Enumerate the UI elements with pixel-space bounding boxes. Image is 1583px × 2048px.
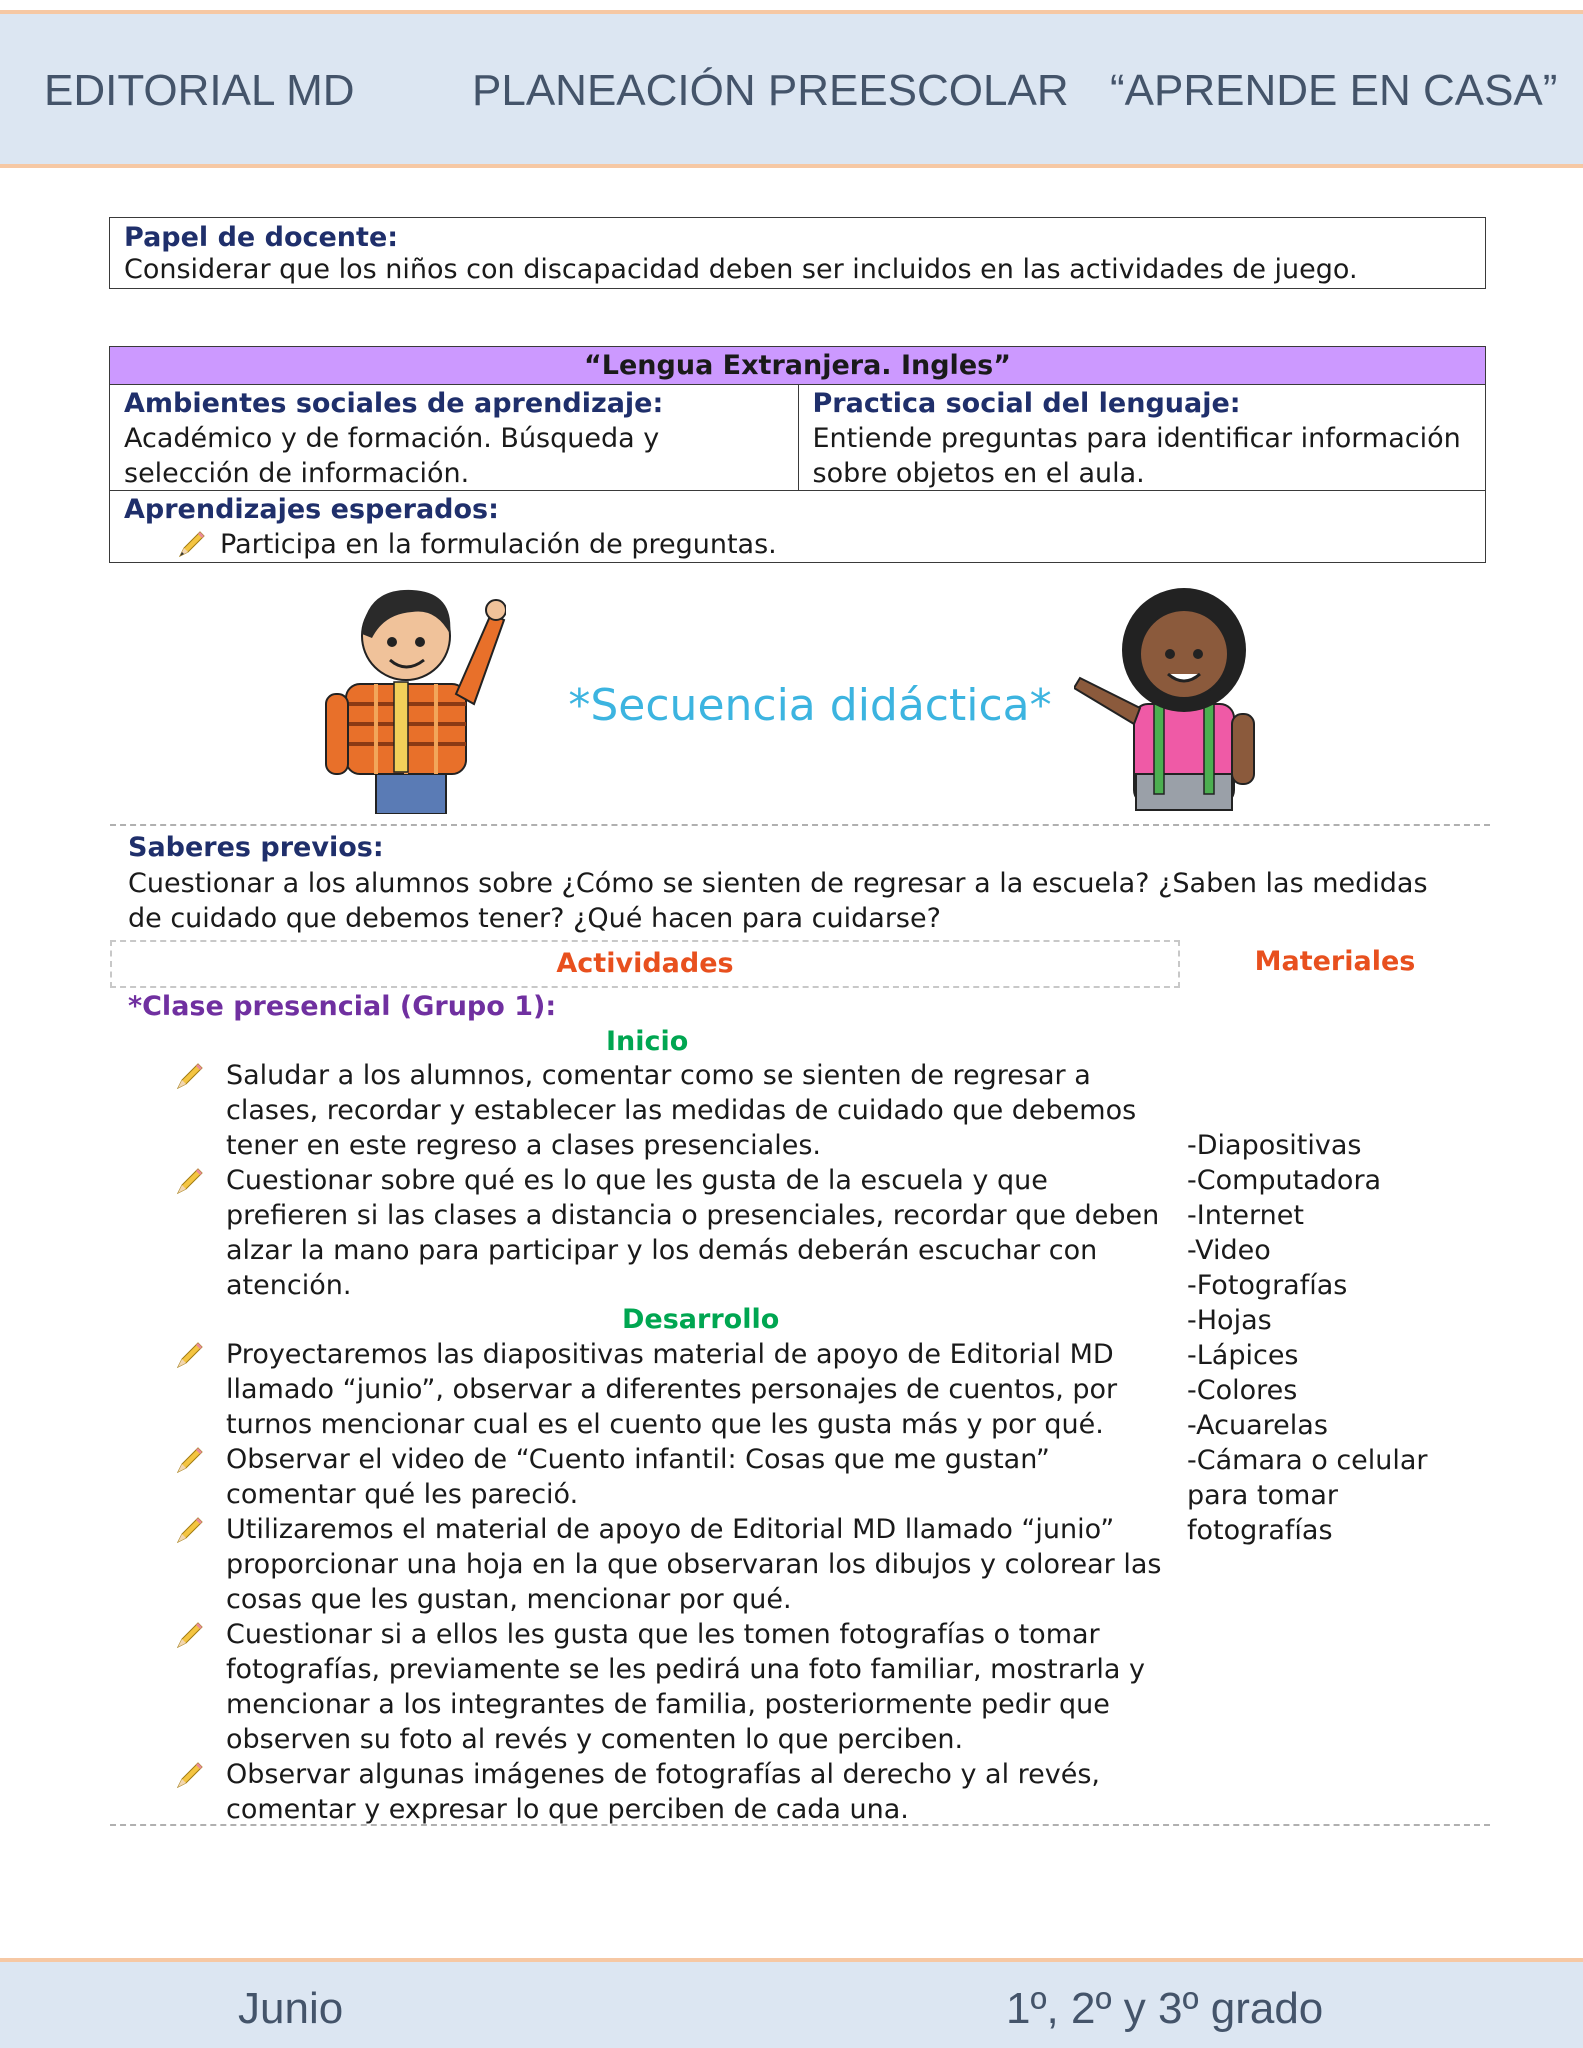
footer-grade: 1º, 2º y 3º grado [1006,1984,1324,2033]
aprendizajes-text: Participa en la formulación de preguntas. [220,529,777,560]
material-item: -Acuarelas [1187,1410,1328,1441]
aprendizajes-label: Aprendizajes esperados: [124,494,499,525]
header-publisher: EDITORIAL MD [44,66,355,115]
lengua-title: “Lengua Extranjera. Ingles” [110,347,1485,385]
papel-docente-text: Considerar que los niños con discapacidad deben ser incluidos en las actividades de juego. [124,254,1358,285]
inicio-list [172,1058,1162,1303]
list-item-text: Observar el video de “Cuento infantil: Cosas que me gustan” comentar qué les pareció. [226,1444,1050,1510]
list-item [172,1512,1162,1617]
list-item [172,1757,1162,1827]
practica-text: Entiende preguntas para identificar información sobre objetos en el aula. [812,423,1461,489]
secuencia-title: *Secuencia didáctica* [568,680,1052,731]
desarrollo-title: Desarrollo [622,1304,780,1335]
material-item: para tomar [1187,1480,1338,1511]
saberes-text: Cuestionar a los alumnos sobre ¿Cómo se sienten de regresar a la escuela? ¿Saben las medidas de cuidado que debemos tener? ¿Qué hacen para cuidarse? [128,868,1428,934]
actividades-heading: Actividades [110,940,1180,988]
pencil-icon [174,528,208,562]
header-title: PLANEACIÓN PREESCOLAR [472,66,1069,115]
pencil-icon [172,1165,206,1199]
list-item [172,1337,1162,1442]
ambientes-label: Ambientes sociales de aprendizaje: [124,388,664,419]
inicio-title: Inicio [606,1026,689,1057]
ambientes-cell [110,385,798,490]
header-slogan: “APRENDE EN CASA” [1110,66,1558,115]
activities-bottom-border [110,1824,1490,1826]
material-item: -Hojas [1187,1305,1272,1336]
aprendizajes-cell [110,491,1485,564]
list-item [172,1442,1162,1512]
list-item [172,1617,1162,1757]
saberes-top-border [110,824,1490,826]
material-item: -Diapositivas [1187,1130,1362,1161]
material-item: -Fotografías [1187,1270,1348,1301]
list-item-text: Proyectaremos las diapositivas material de apoyo de Editorial MD llamado “junio”, observar a diferentes personajes de cuentos, por turnos mencionar cual es el cuento que les gusta más y por qué. [226,1339,1118,1440]
materiales-heading: Materiales [1254,946,1416,977]
papel-docente-box [109,217,1486,289]
material-item: -Cámara o celular [1187,1445,1428,1476]
pencil-icon [172,1339,206,1373]
pencil-icon [172,1759,206,1793]
material-item: fotografías [1187,1515,1333,1546]
pencil-icon [172,1060,206,1094]
list-item-text: Saludar a los alumnos, comentar como se sienten de regresar a clases, recordar y establecer las medidas de cuidado que debemos tener en este regreso a clases presenciales. [226,1060,1137,1161]
material-item: -Colores [1187,1375,1298,1406]
page-header [0,10,1583,168]
lengua-row [110,385,1485,491]
material-item: -Lápices [1187,1340,1299,1371]
materiales-list [1187,1128,1487,1548]
pencil-icon [172,1444,206,1478]
lengua-table [109,346,1486,563]
aprendizajes-item [124,527,1471,562]
clase-presencial-label: *Clase presencial (Grupo 1): [128,991,557,1022]
saberes-section [128,830,1468,936]
saberes-label: Saberes previos: [128,832,384,863]
page-footer [0,1958,1583,2048]
girl-illustration [1074,584,1284,816]
pencil-icon [172,1619,206,1653]
list-item-text: Utilizaremos el material de apoyo de Editorial MD llamado “junio” proporcionar una hoja en la que observaran los dibujos y colorear las cosas que les gustan, mencionar por qué. [226,1514,1162,1615]
material-item: -Internet [1187,1200,1304,1231]
list-item [172,1058,1162,1163]
material-item: -Computadora [1187,1165,1382,1196]
list-item-text: Cuestionar si a ellos les gusta que les tomen fotografías o tomar fotografías, previamente se les pedirá una foto familiar, mostrarla y mencionar a los integrantes de familia, posteriormente pedir que observen su foto al revés y comenten lo que perciben. [226,1619,1145,1755]
practica-cell [798,385,1486,490]
desarrollo-list [172,1337,1162,1827]
footer-month: Junio [238,1984,344,2033]
material-item: -Video [1187,1235,1271,1266]
boy-illustration [316,574,506,814]
list-item-text: Cuestionar sobre qué es lo que les gusta de la escuela y que prefieren si las clases a distancia o presenciales, recordar que deben alzar la mano para participar y los demás deberán escuchar con atención. [226,1165,1160,1301]
list-item-text: Observar algunas imágenes de fotografías al derecho y al revés, comentar y expresar lo que perciben de cada una. [226,1759,1101,1825]
list-item [172,1163,1162,1303]
pencil-icon [172,1514,206,1548]
practica-label: Practica social del lenguaje: [812,388,1241,419]
papel-docente-label: Papel de docente: [124,222,399,253]
ambientes-text: Académico y de formación. Búsqueda y selección de información. [124,423,660,489]
